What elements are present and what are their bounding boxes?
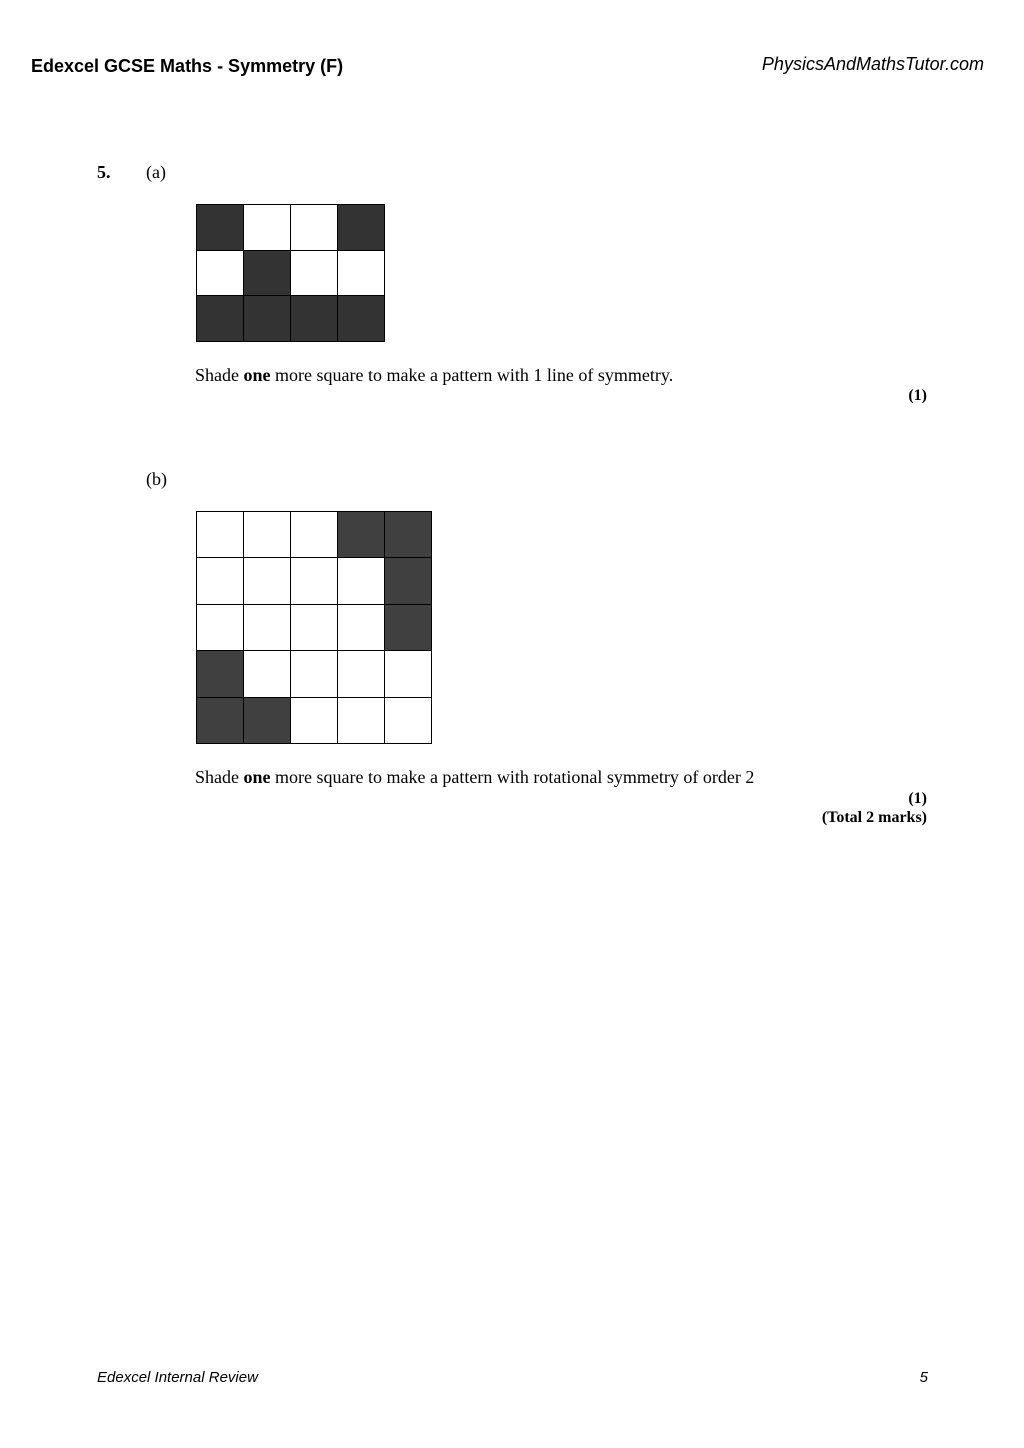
grid-a-cell-r3-c2-shaded[interactable] [244, 296, 291, 342]
grid-a-cell-r3-c1-shaded[interactable] [197, 296, 244, 342]
grid-a-cell-r1-c4-shaded[interactable] [338, 205, 385, 251]
grid-a-cell-r2-c2-shaded[interactable] [244, 251, 291, 297]
grid-b-cell-r5-c5[interactable] [385, 698, 432, 744]
grid-b-cell-r2-c4[interactable] [338, 558, 385, 604]
grid-a-cell-r2-c1[interactable] [197, 251, 244, 297]
symmetry-grid-a [196, 204, 385, 342]
part-a-label: (a) [146, 162, 166, 182]
grid-b-cell-r2-c2[interactable] [244, 558, 291, 604]
grid-b-cell-r2-c3[interactable] [291, 558, 338, 604]
grid-b-cell-r4-c4[interactable] [338, 651, 385, 697]
grid-b-cell-r5-c2-shaded[interactable] [244, 698, 291, 744]
total-marks: (Total 2 marks) [821, 809, 927, 826]
grid-b-cell-r4-c2[interactable] [244, 651, 291, 697]
grid-b-cell-r5-c4[interactable] [338, 698, 385, 744]
grid-b-cell-r4-c1-shaded[interactable] [197, 651, 244, 697]
grid-b-cell-r5-c1-shaded[interactable] [197, 698, 244, 744]
grid-b-cell-r3-c3[interactable] [291, 605, 338, 651]
part-a-instruction: Shade one more square to make a pattern with 1 line of symmetry. [195, 365, 674, 385]
grid-b-cell-r2-c1[interactable] [197, 558, 244, 604]
grid-a-cell-r3-c3-shaded[interactable] [291, 296, 338, 342]
grid-b-cell-r4-c3[interactable] [291, 651, 338, 697]
grid-b-cell-r1-c4-shaded[interactable] [338, 512, 385, 558]
grid-b-cell-r1-c2[interactable] [244, 512, 291, 558]
part-b-instruction: Shade one more square to make a pattern with rotational symmetry of order 2 [195, 767, 755, 787]
grid-b-cell-r3-c2[interactable] [244, 605, 291, 651]
question-number: 5. [97, 162, 111, 182]
grid-a-cell-r1-c3[interactable] [291, 205, 338, 251]
grid-a-cell-r1-c2[interactable] [244, 205, 291, 251]
grid-b-cell-r1-c3[interactable] [291, 512, 338, 558]
part-b-marks: (1) [908, 790, 927, 807]
grid-b-cell-r2-c5-shaded[interactable] [385, 558, 432, 604]
grid-a-cell-r2-c3[interactable] [291, 251, 338, 297]
grid-a-cell-r2-c4[interactable] [338, 251, 385, 297]
site-name: PhysicsAndMathsTutor.com [761, 54, 984, 74]
grid-a-cell-r1-c1-shaded[interactable] [197, 205, 244, 251]
page-number: 5 [919, 1369, 928, 1386]
grid-b-cell-r3-c5-shaded[interactable] [385, 605, 432, 651]
grid-b-cell-r4-c5[interactable] [385, 651, 432, 697]
grid-b-cell-r5-c3[interactable] [291, 698, 338, 744]
grid-b-cell-r3-c1[interactable] [197, 605, 244, 651]
grid-b-cell-r3-c4[interactable] [338, 605, 385, 651]
part-b-label: (b) [146, 469, 167, 489]
grid-a-cell-r3-c4-shaded[interactable] [338, 296, 385, 342]
part-a-marks: (1) [908, 387, 927, 404]
grid-b-cell-r1-c5-shaded[interactable] [385, 512, 432, 558]
symmetry-grid-b [196, 511, 432, 744]
footer-source: Edexcel Internal Review [97, 1369, 258, 1386]
grid-b-cell-r1-c1[interactable] [197, 512, 244, 558]
document-title: Edexcel GCSE Maths - Symmetry (F) [31, 56, 344, 76]
